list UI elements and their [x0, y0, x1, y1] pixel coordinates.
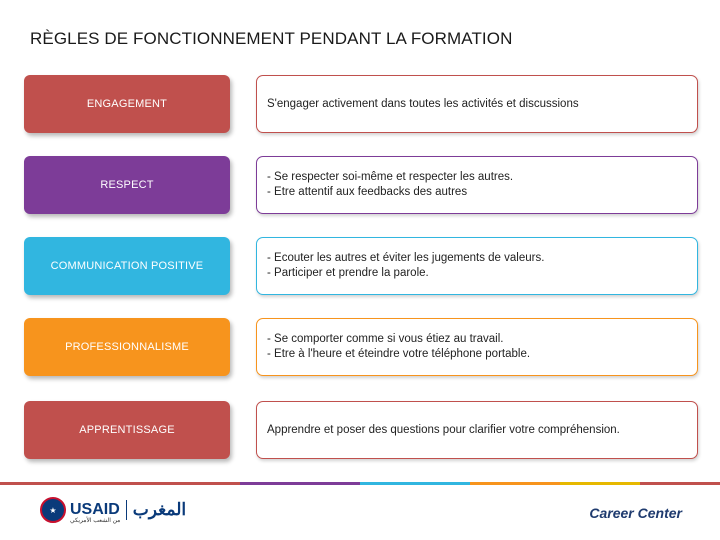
footer-bar-segment — [360, 482, 470, 485]
rule-row — [24, 318, 688, 376]
footer-bar-segment — [470, 482, 560, 485]
rule-description — [256, 401, 698, 459]
rule-description-line: - Se comporter comme si vous étiez au travail. — [267, 333, 504, 345]
usaid-seal-icon: ★ — [40, 497, 66, 523]
footer-bar-segment — [240, 482, 360, 485]
rule-label: COMMUNICATION POSITIVE — [24, 237, 230, 295]
rule-description-line: - Participer et prendre la parole. — [267, 267, 429, 279]
arabic-wordmark: المغرب — [132, 500, 187, 519]
rule-description-line: - Se respecter soi-même et respecter les autres. — [267, 171, 514, 183]
rule-description — [256, 156, 698, 214]
rule-description — [256, 318, 698, 376]
rule-label: PROFESSIONNALISME — [24, 318, 230, 376]
footer-bar-segment — [640, 482, 720, 485]
rule-description — [256, 75, 698, 133]
rule-description — [256, 237, 698, 295]
rule-description-line: - Ecouter les autres et éviter les jugements de valeurs. — [267, 252, 545, 264]
usaid-wordmark: USAID — [70, 501, 120, 518]
rule-label: APPRENTISSAGE — [24, 401, 230, 459]
footer-bar-segment — [560, 482, 640, 485]
career-center-logo: Career Center — [589, 505, 682, 521]
rule-label: ENGAGEMENT — [24, 75, 230, 133]
rule-description-line: - Etre à l'heure et éteindre votre téléphone portable. — [267, 348, 531, 360]
usaid-tagline: من الشعب الأمريكي — [70, 518, 121, 524]
footer-bar-segment — [0, 482, 240, 485]
rule-row — [24, 401, 688, 459]
footer-color-bar — [0, 482, 720, 485]
rule-label: RESPECT — [24, 156, 230, 214]
usaid-logo — [40, 497, 186, 523]
page-title: RÈGLES DE FONCTIONNEMENT PENDANT LA FORMATION — [30, 29, 513, 48]
rule-row — [24, 156, 688, 214]
logo-separator — [126, 500, 127, 520]
rule-description-line: - Etre attentif aux feedbacks des autres — [267, 186, 468, 198]
rule-description-line: Apprendre et poser des questions pour clarifier votre compréhension. — [267, 423, 620, 436]
rule-row — [24, 75, 688, 133]
rule-row — [24, 237, 688, 295]
rule-description-line: S'engager activement dans toutes les activités et discussions — [267, 97, 579, 110]
